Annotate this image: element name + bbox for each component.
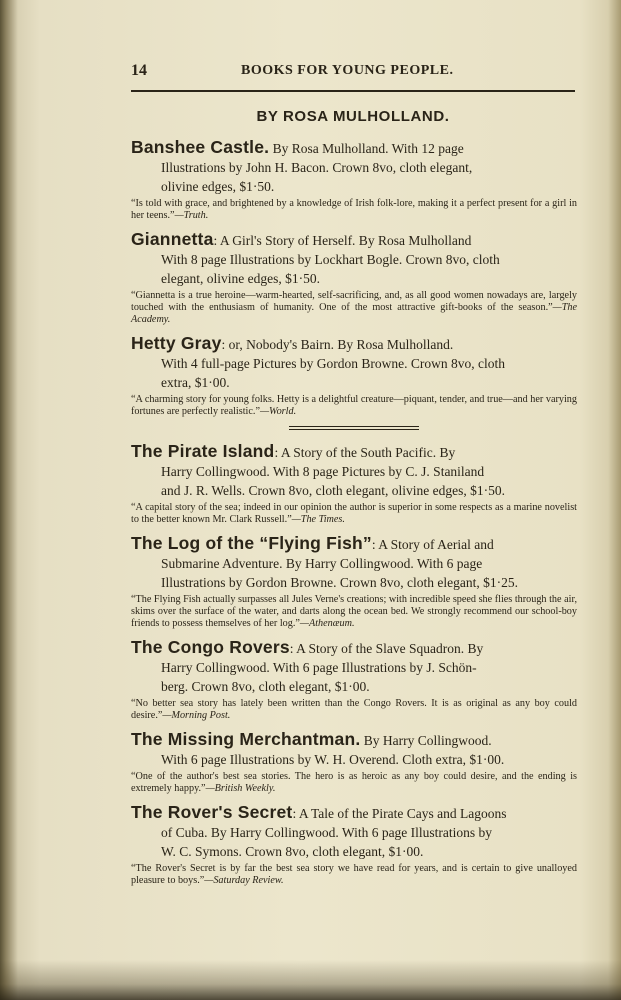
quote-text: “A charming story for young folks. Hetty is a delightful creature—piquant, tender, and true—and her varying fortunes are perfectly realistic.”	[131, 394, 577, 417]
entry-head	[131, 638, 577, 696]
entry-head	[131, 334, 577, 392]
review-quote	[131, 290, 577, 326]
review-quote	[131, 771, 577, 795]
entry-line-1: : A Story of Aerial and	[371, 537, 494, 552]
entry-line-3: berg. Crown 8vo, cloth elegant, $1·00.	[161, 679, 370, 694]
catalogue-entry	[131, 442, 577, 526]
entry-line-1: : or, Nobody's Bairn. By Rosa Mulholland.	[221, 337, 454, 352]
quote-text: “One of the author's best sea stories. The hero is as heroic as any boy could desire, and the ending is extremely happy.”	[131, 771, 577, 794]
entry-head	[131, 803, 577, 861]
page-edge-shadow	[0, 960, 621, 1000]
catalogue-list	[131, 138, 577, 887]
entry-line-2: With 8 page Illustrations by Lockhart Bogle. Crown 8vo, cloth	[161, 252, 500, 267]
quote-text: “Is told with grace, and brightened by a knowledge of Irish folk-lore, making it a perfect present for a girl in her teens.”	[131, 198, 577, 221]
entry-line-1: By Harry Collingwood.	[363, 733, 492, 748]
entry-line-2: Harry Collingwood. With 6 page Illustrations by J. Schön-	[161, 660, 477, 675]
quote-source: —Truth.	[174, 210, 209, 221]
entry-head	[131, 230, 577, 288]
section-divider	[289, 426, 419, 427]
quote-source: —Morning Post.	[162, 710, 231, 721]
review-quote	[131, 502, 577, 526]
entry-line-3: Illustrations by Gordon Browne. Crown 8vo, cloth elegant, $1·25.	[161, 575, 518, 590]
catalogue-entry	[131, 534, 577, 630]
page-header	[131, 62, 575, 86]
entry-line-1: : A Tale of the Pirate Cays and Lagoons	[292, 806, 507, 821]
entry-line-1: By Rosa Mulholland. With 12 page	[272, 141, 464, 156]
entry-line-1: : A Story of the Slave Squadron. By	[289, 641, 484, 656]
quote-source: —Athenæum.	[299, 618, 355, 629]
quote-text: “No better sea story has lately been written than the Congo Rovers. It is as original as any boy could desire.”	[131, 698, 577, 721]
running-title: BOOKS FOR YOUNG PEOPLE.	[241, 63, 454, 78]
entry-line-2: Harry Collingwood. With 8 page Pictures by C. J. Staniland	[161, 464, 485, 479]
catalogue-entry	[131, 730, 577, 795]
quote-source: —The Times.	[291, 514, 345, 525]
review-quote	[131, 594, 577, 630]
catalogue-entry	[131, 138, 577, 222]
catalogue-entry	[131, 230, 577, 326]
review-quote	[131, 394, 577, 418]
review-quote	[131, 198, 577, 222]
entry-line-3: extra, $1·00.	[161, 375, 230, 390]
quote-source: —British Weekly.	[205, 783, 276, 794]
entry-title: The Log of the “Flying Fish”	[131, 533, 372, 553]
entry-line-1: : A Girl's Story of Herself. By Rosa Mulholland	[213, 233, 472, 248]
review-quote	[131, 698, 577, 722]
entry-title: The Congo Rovers	[131, 637, 290, 657]
entry-head	[131, 730, 577, 769]
entry-line-3: olivine edges, $1·50.	[161, 179, 275, 194]
entry-line-2: of Cuba. By Harry Collingwood. With 6 page Illustrations by	[161, 825, 493, 840]
quote-source: —Saturday Review.	[204, 875, 284, 886]
entry-head	[131, 534, 577, 592]
header-rule	[131, 90, 575, 92]
entry-head	[131, 138, 577, 196]
quote-source: —The Academy.	[131, 302, 577, 325]
entry-head	[131, 442, 577, 500]
catalogue-entry	[131, 334, 577, 418]
entry-line-3: W. C. Symons. Crown 8vo, cloth elegant, $1·00.	[161, 844, 424, 859]
quote-text: “The Rover's Secret is by far the best sea story we have read for years, and is certain to give unalloyed pleasure to boys.”	[131, 863, 577, 886]
page-number: 14	[131, 62, 147, 79]
quote-text: “Giannetta is a true heroine—warm-hearted, self-sacrificing, and, as all good women nowadays are, largely touched with the enthusiasm of humanity. One of the most attractive gift-books of the season.”	[131, 290, 577, 313]
entry-line-2: Submarine Adventure. By Harry Collingwood. With 6 page	[161, 556, 483, 571]
entry-title: Banshee Castle.	[131, 137, 270, 157]
section-heading: BY ROSA MULHOLLAND.	[256, 108, 450, 125]
entry-line-2: Illustrations by John H. Bacon. Crown 8vo, cloth elegant,	[161, 160, 473, 175]
entry-line-3: elegant, olivine edges, $1·50.	[161, 271, 320, 286]
entry-title: Hetty Gray	[131, 333, 222, 353]
entry-title: The Missing Merchantman.	[131, 729, 361, 749]
entry-title: Giannetta	[131, 229, 214, 249]
quote-source: —World.	[259, 406, 297, 417]
entry-line-1: : A Story of the South Pacific. By	[274, 445, 456, 460]
entry-line-2: With 4 full-page Pictures by Gordon Browne. Crown 8vo, cloth	[161, 356, 506, 371]
entry-line-2: With 6 page Illustrations by W. H. Overend. Cloth extra, $1·00.	[161, 752, 505, 767]
entry-line-3: and J. R. Wells. Crown 8vo, cloth elegant, olivine edges, $1·50.	[161, 483, 505, 498]
quote-text: “A capital story of the sea; indeed in our opinion the author is superior in some respects as a marine novelist to the better known Mr. Clark Russell.”	[131, 502, 577, 525]
entry-title: The Pirate Island	[131, 441, 275, 461]
section-divider	[289, 429, 419, 430]
catalogue-entry	[131, 803, 577, 887]
quote-text: “The Flying Fish actually surpasses all Jules Verne's creations; with incredible speed she flies through the air, skims over the surface of the water, and darts along the ocean bed. We strongly recommend our school-boy friends to possess themselves of her log.”	[131, 594, 577, 629]
review-quote	[131, 863, 577, 887]
entry-title: The Rover's Secret	[131, 802, 293, 822]
catalogue-entry	[131, 638, 577, 722]
